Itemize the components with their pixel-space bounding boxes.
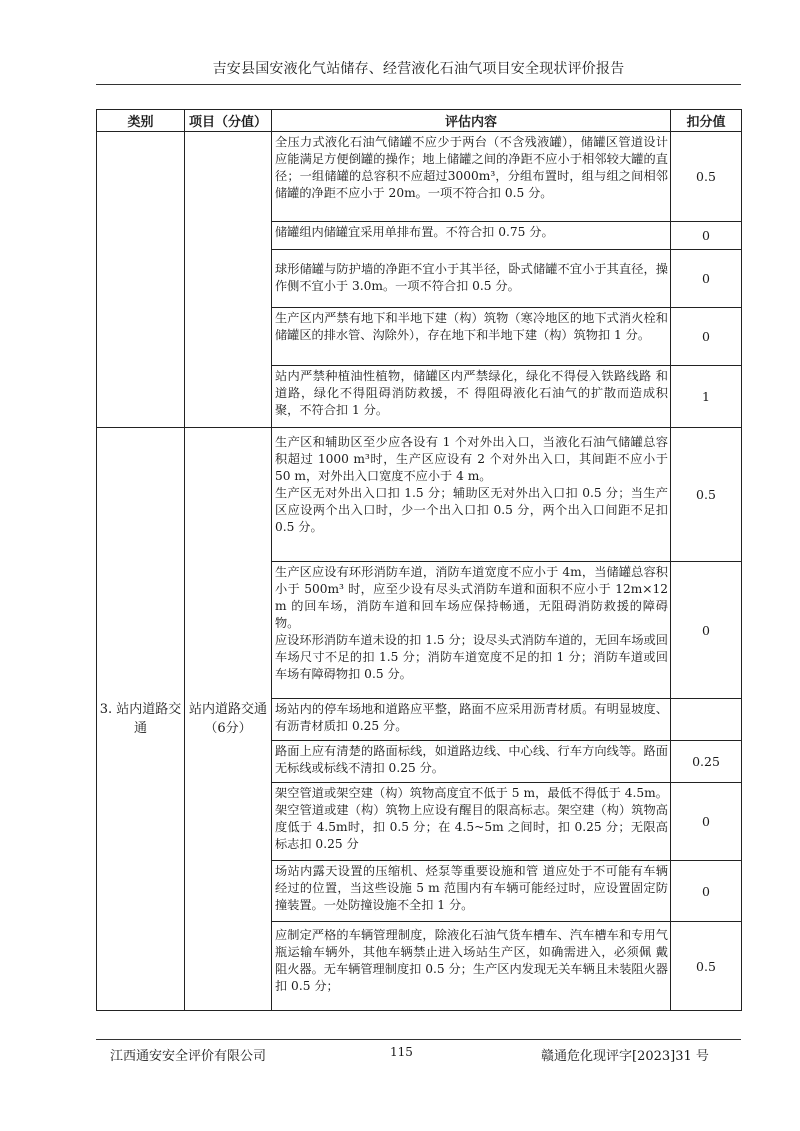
page-number: 115	[390, 1045, 413, 1059]
item-cell-previous	[185, 132, 272, 428]
table-row	[97, 132, 742, 222]
evaluation-table	[96, 109, 742, 1011]
content-cell: 场站内露天设置的压缩机、烃泵等重要设施和管 道应处于不可能有车辆经过的位置，当这些设施 5 m 范围内有车辆可能经过时，应设置固定防撞装置。一处防撞设施不全扣 1 分。	[272, 861, 671, 922]
score-cell: 0.25	[671, 741, 742, 783]
table-header-row	[97, 110, 742, 132]
col-header-item: 项目（分值）	[185, 110, 272, 132]
score-cell: 0.5	[671, 922, 742, 1011]
score-cell: 0	[671, 250, 742, 308]
table-row	[97, 428, 742, 562]
content-cell: 场站内的停车场地和道路应平整，路面不应采用沥青材质。有明显坡度、有沥青材质扣 0.25 分。	[272, 699, 671, 741]
category-cell-previous	[97, 132, 185, 428]
content-cell: 路面上应有清楚的路面标线，如道路边线、中心线、行车方向线等。路面无标线或标线不清扣 0.25 分。	[272, 741, 671, 783]
content-cell: 储罐组内储罐宜采用单排布置。不符合扣 0.75 分。	[272, 222, 671, 250]
score-cell: 0	[671, 861, 742, 922]
content-cell: 生产区应设有环形消防车道，消防车道宽度不应小于 4m，当储罐总容积小于 500m³ 时，应至少设有尽头式消防车道和面积不应小于 12m×12 m 的回车场，消防车道和回车场应保持畅通，无阻碍消防救援的障碍物。 应设环形消防车道未设的扣 1.5 分；设尽头式消防车道的，无回车场或回车场尺寸不足的扣 1.5 分；消防车道宽度不足的扣 1 分；消防车道或回车场有障碍物扣 0.5 分。	[272, 562, 671, 699]
footer-divider	[96, 1039, 741, 1040]
score-cell: 1	[671, 366, 742, 428]
score-cell: 0	[671, 308, 742, 366]
content-cell: 应制定严格的车辆管理制度，除液化石油气货车槽车、汽车槽车和专用气瓶运输车辆外，其他车辆禁止进入场站生产区，如确需进入，必须佩 戴阻火器。无车辆管理制度扣 0.5 分；生产区内发现无关车辆且未装阻火器扣 0.5 分；	[272, 922, 671, 1011]
header-divider	[96, 84, 741, 85]
col-header-content: 评估内容	[272, 110, 671, 132]
score-cell: 0.5	[671, 428, 742, 562]
content-cell: 球形储罐与防护墙的净距不宜小于其半径，卧式储罐不宜小于其直径，操作侧不宜小于 3.0m。一项不符合扣 0.5 分。	[272, 250, 671, 308]
col-header-category: 类别	[97, 110, 185, 132]
page-header-title: 吉安县国安液化气站储存、经营液化石油气项目安全现状评价报告	[212, 61, 625, 77]
content-cell: 架空管道或架空建（构）筑物高度宜不低于 5 m，最低不得低于 4.5m。架空管道或建（构）筑物上应设有醒目的限高标志。架空建（构）筑物高度低于 4.5m时，扣 0.5 分；在 4.5~5m 之间时，扣 0.25 分；无限高标志扣 0.25 分	[272, 783, 671, 861]
score-cell: 0.5	[671, 132, 742, 222]
category-cell: 3. 站内道路交通	[97, 428, 185, 1011]
score-cell	[671, 699, 742, 741]
content-cell: 全压力式液化石油气储罐不应少于两台（不含残液罐），储罐区管道设计应能满足方便倒罐的操作；地上储罐之间的净距不应小于相邻较大罐的直径；一组储罐的总容积不应超过3000m³，分组布置时，组与组之间相邻储罐的净距不应小于 20m。一项不符合扣 0.5 分。	[272, 132, 671, 222]
footer-doc-number: 赣通危化现评字[2023]31 号	[541, 1049, 709, 1064]
content-cell: 站内严禁种植油性植物，储罐区内严禁绿化，绿化不得侵入铁路线路 和道路，绿化不得阻碍消防救援，不 得阻碍液化石油气的扩散而造成积聚，不符合扣 1 分。	[272, 366, 671, 428]
item-cell: 站内道路交通（6分）	[185, 428, 272, 1011]
footer-company: 江西通安安全评价有限公司	[110, 1049, 267, 1064]
score-cell: 0	[671, 562, 742, 699]
col-header-deduction: 扣分值	[671, 110, 742, 132]
score-cell: 0	[671, 222, 742, 250]
content-cell: 生产区内严禁有地下和半地下建（构）筑物（寒冷地区的地下式消火栓和储罐区的排水管、沟除外），存在地下和半地下建（构）筑物扣 1 分。	[272, 308, 671, 366]
score-cell: 0	[671, 783, 742, 861]
content-cell: 生产区和辅助区至少应各设有 1 个对外出入口，当液化石油气储罐总容积超过 1000 m³时，生产区应设有 2 个对外出入口，其间距不应小于 50 m，对外出入口宽度不应小于 4 m。 生产区无对外出入口扣 1.5 分；辅助区无对外出入口扣 0.5 分；当生产区应设两个出入口时，少一个出入口扣 0.5 分，两个出入口间距不足扣 0.5 分。	[272, 428, 671, 562]
